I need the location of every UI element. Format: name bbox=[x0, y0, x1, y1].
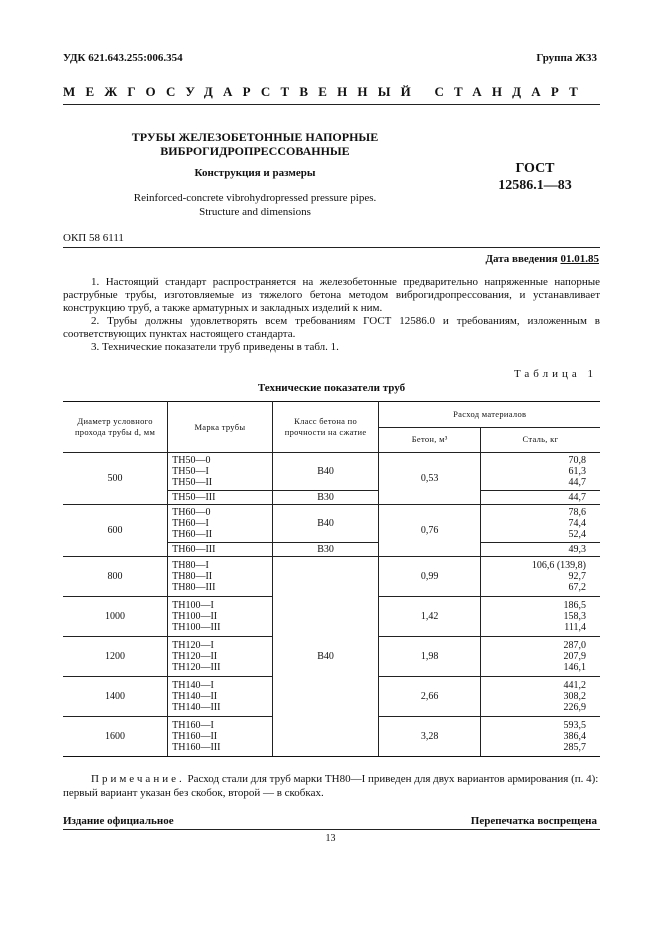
concrete-cell: 3,28 bbox=[379, 717, 480, 757]
table-note bbox=[63, 772, 600, 800]
class-cell: В30 bbox=[272, 491, 379, 505]
header-materials: Расход материалов bbox=[379, 402, 600, 428]
footer-rule bbox=[63, 829, 600, 830]
body-text bbox=[63, 276, 600, 354]
header-steel: Сталь, кг bbox=[480, 427, 600, 453]
diameter-cell: 600 bbox=[63, 505, 168, 557]
diameter-cell: 1000 bbox=[63, 597, 168, 637]
page-number: 13 bbox=[325, 833, 336, 844]
tech-table bbox=[63, 401, 600, 757]
diameter-cell: 500 bbox=[63, 453, 168, 505]
header-concrete-volume: Бетон, м³ bbox=[379, 427, 480, 453]
header-diameter: Диаметр условного прохода трубы d, мм bbox=[63, 402, 168, 453]
official-edition: Издание официальное bbox=[63, 815, 174, 827]
table-row bbox=[63, 557, 600, 597]
okp-rule bbox=[63, 247, 600, 248]
table-row bbox=[63, 453, 600, 491]
note-label: Примечание. bbox=[91, 773, 185, 785]
gost-number bbox=[470, 160, 600, 194]
mark-cell: ТН100—I ТН100—II ТН100—III bbox=[168, 597, 273, 637]
concrete-cell: 1,98 bbox=[379, 637, 480, 677]
title-line-1: ТРУБЫ ЖЕЛЕЗОБЕТОННЫЕ НАПОРНЫЕ bbox=[131, 130, 379, 144]
reprint-prohibited: Перепечатка воспрещена bbox=[470, 815, 597, 827]
mark-cell: ТН120—I ТН120—II ТН120—III bbox=[168, 637, 273, 677]
concrete-cell: 1,42 bbox=[379, 597, 480, 637]
english-title-line-1: Reinforced-concrete vibrohydropressed pressure pipes. bbox=[133, 192, 377, 204]
steel-cell: 287,0 207,9 146,1 bbox=[480, 637, 600, 677]
udk-code: УДК 621.643.255:006.354 bbox=[63, 52, 183, 64]
english-title bbox=[120, 191, 390, 219]
standard-banner: МЕЖГОСУДАРСТВЕННЫЙ СТАНДАРТ bbox=[63, 84, 589, 99]
concrete-cell: 0,53 bbox=[379, 453, 480, 505]
paragraph-1: 1. Настоящий стандарт распространяется на железобетонные предварительно напряженные напорные раструбные трубы, изготовляемые из тяжелого бетона методом виброгидропрессования, и устанавливает конструкцию труб, а также арматурных и закладных изделий к ним. bbox=[63, 276, 600, 314]
mark-cell: ТН80—I ТН80—II ТН80—III bbox=[168, 557, 273, 597]
header-mark: Марка трубы bbox=[168, 402, 273, 453]
class-cell: В30 bbox=[272, 543, 379, 557]
steel-cell: 70,8 61,3 44,7 bbox=[480, 453, 600, 491]
class-cell: В40 bbox=[272, 505, 379, 543]
mark-cell: ТН160—I ТН160—II ТН160—III bbox=[168, 717, 273, 757]
diameter-cell: 1200 bbox=[63, 637, 168, 677]
english-title-line-2: Structure and dimensions bbox=[199, 206, 311, 218]
paragraph-3: 3. Технические показатели труб приведены в табл. 1. bbox=[91, 341, 339, 353]
mark-cell: ТН60—0 ТН60—I ТН60—II bbox=[168, 505, 273, 543]
header-rule bbox=[63, 104, 600, 105]
steel-cell: 106,6 (139,8) 92,7 67,2 bbox=[480, 557, 600, 597]
okp-code: ОКП 58 6111 bbox=[63, 232, 124, 244]
mark-cell: ТН50—0 ТН50—I ТН50—II bbox=[168, 453, 273, 491]
gost-label: ГОСТ bbox=[515, 161, 555, 176]
concrete-cell: 2,66 bbox=[379, 677, 480, 717]
mark-cell: ТН140—I ТН140—II ТН140—III bbox=[168, 677, 273, 717]
table-label: Таблица 1 bbox=[513, 368, 597, 380]
group-code: Группа Ж33 bbox=[536, 52, 597, 64]
diameter-cell: 1400 bbox=[63, 677, 168, 717]
concrete-cell: 0,99 bbox=[379, 557, 480, 597]
note-text: Расход стали для труб марки ТН80—I приведен для двух вариантов армирования (п. 4): первый вариант указан без скобок, второй — в скобках. bbox=[63, 773, 599, 799]
effective-date-value: 01.01.85 bbox=[560, 253, 599, 265]
mark-cell: ТН50—III bbox=[168, 491, 273, 505]
table-title: Технические показатели труб bbox=[257, 382, 406, 394]
paragraph-2: 2. Трубы должны удовлетворять всем требованиям ГОСТ 12586.0 и требованиям, изложенным в соответствующих пунктах настоящего стандарта. bbox=[63, 315, 600, 340]
mark-cell: ТН60—III bbox=[168, 543, 273, 557]
class-cell: В40 bbox=[272, 453, 379, 491]
diameter-cell: 800 bbox=[63, 557, 168, 597]
steel-cell: 44,7 bbox=[480, 491, 600, 505]
class-cell-merged: В40 bbox=[272, 557, 379, 757]
doc-title bbox=[120, 130, 390, 158]
doc-subtitle: Конструкция и размеры bbox=[194, 167, 316, 179]
steel-cell: 49,3 bbox=[480, 543, 600, 557]
diameter-cell: 1600 bbox=[63, 717, 168, 757]
table-row bbox=[63, 505, 600, 543]
header-concrete-class: Класс бетона по прочности на сжатие bbox=[272, 402, 379, 453]
effective-date-label: Дата введения bbox=[485, 253, 558, 265]
concrete-cell: 0,76 bbox=[379, 505, 480, 557]
steel-cell: 441,2 308,2 226,9 bbox=[480, 677, 600, 717]
steel-cell: 593,5 386,4 285,7 bbox=[480, 717, 600, 757]
effective-date bbox=[485, 253, 599, 265]
steel-cell: 78,6 74,4 52,4 bbox=[568, 507, 586, 540]
gost-code: 12586.1—83 bbox=[498, 178, 572, 193]
steel-cell: 186,5 158,3 111,4 bbox=[480, 597, 600, 637]
title-line-2: ВИБРОГИДРОПРЕССОВАННЫЕ bbox=[160, 144, 350, 158]
